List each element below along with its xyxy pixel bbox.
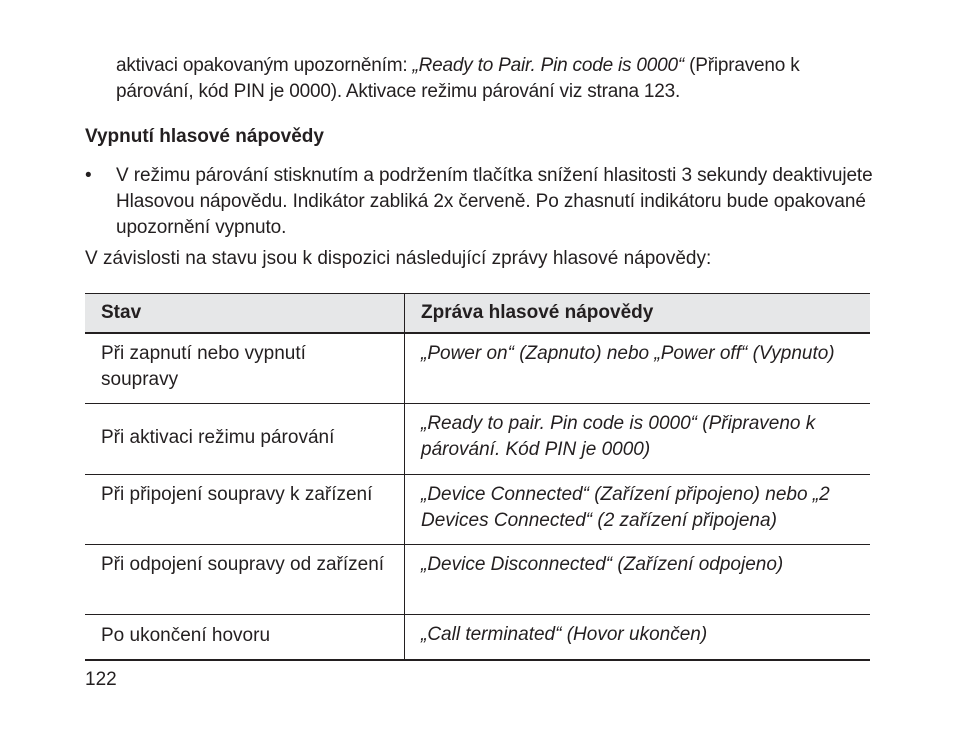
bullet-symbol: • [85,165,92,186]
header-message: Zpráva hlasové nápovědy [405,294,871,334]
bullet-text: V režimu párování stisknutím a podržením tlačítka snížení hlasitosti 3 sekundy deaktivujete Hlasovou nápovědu. Indikátor zabliká 2x červeně. Po zhasnutí indikátoru bude opakované upozornění vypnuto. [116,165,873,238]
cell-state: Po ukončení hovoru [85,614,405,660]
intro-suffix: (Připraveno k párování, kód PIN je 0000). Aktivace režimu párování viz strana 123. [116,55,800,102]
table-header-row [85,294,870,334]
cell-message: „Call terminated“ (Hovor ukončen) [405,614,871,660]
intro-quote: „Ready to Pair. Pin code is 0000“ [412,55,685,76]
cell-message: „Device Connected“ (Zařízení připojeno) nebo „2 Devices Connected“ (2 zařízení připojena) [405,474,871,544]
cell-state: Při aktivaci režimu párování [85,403,405,474]
cell-message: „Power on“ (Zapnuto) nebo „Power off“ (Vypnuto) [405,333,871,403]
table-lead-text: V závislosti na stavu jsou k dispozici následující zprávy hlasové nápovědy: [85,248,712,269]
intro-paragraph [116,53,876,105]
section-heading: Vypnutí hlasové nápovědy [85,126,324,147]
cell-message: „Ready to pair. Pin code is 0000“ (Připraveno k párování. Kód PIN je 0000) [405,403,871,474]
cell-state: Při zapnutí nebo vypnutí soupravy [85,333,405,403]
table-row [85,614,870,660]
table-row [85,474,870,544]
intro-prefix: aktivaci opakovaným upozorněním: [116,55,413,76]
table-row [85,544,870,614]
table-row [85,403,870,474]
header-state: Stav [85,294,405,334]
cell-state: Při odpojení soupravy od zařízení [85,544,405,614]
voice-messages-table [85,293,870,661]
page-number: 122 [85,669,117,690]
table-row [85,333,870,403]
cell-message: „Device Disconnected“ (Zařízení odpojeno) [405,544,871,614]
cell-state: Při připojení soupravy k zařízení [85,474,405,544]
